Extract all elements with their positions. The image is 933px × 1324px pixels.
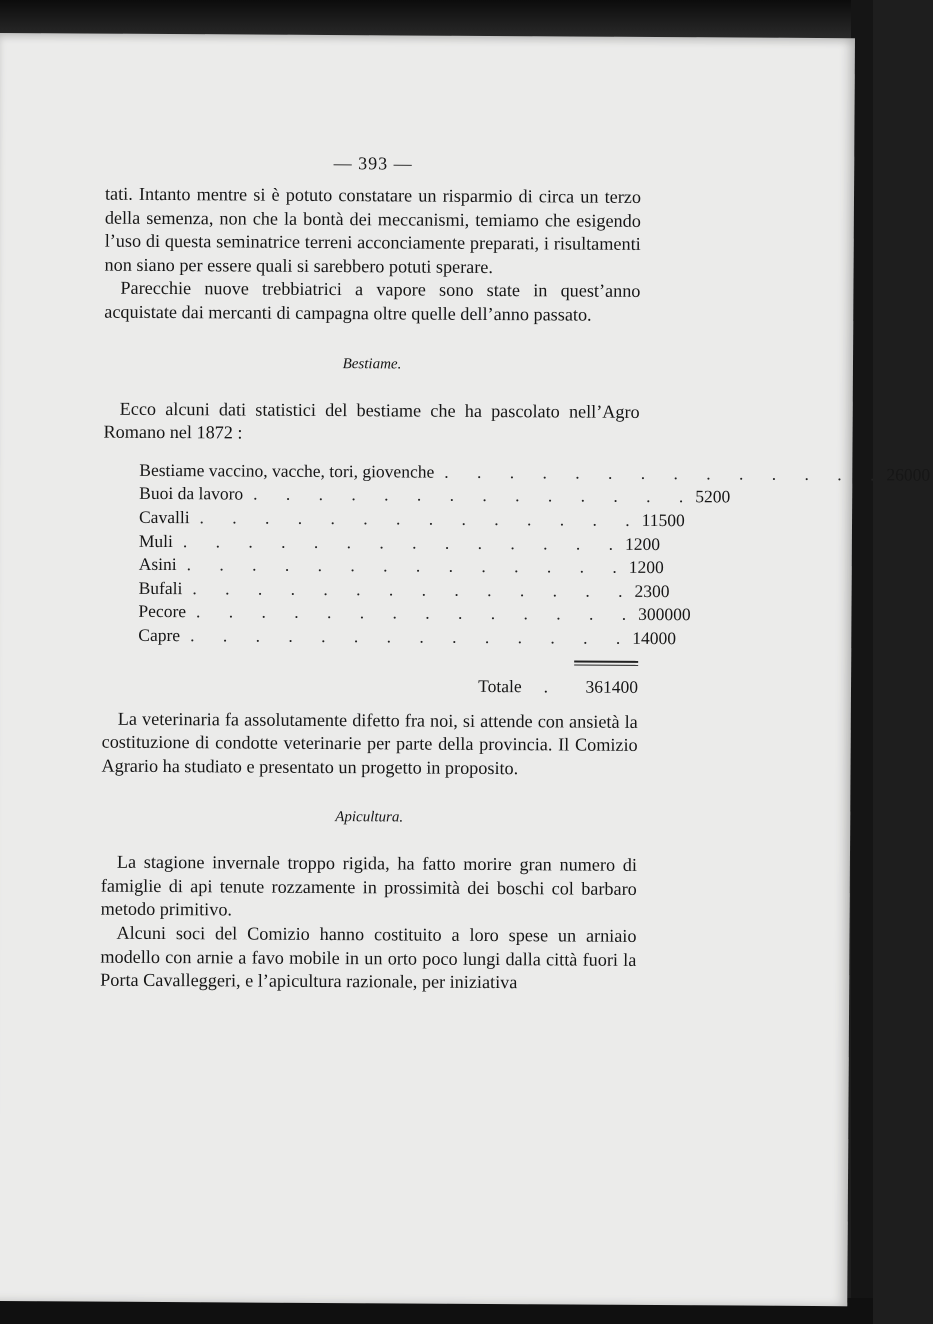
double-rule-line <box>574 660 638 665</box>
paragraph-continuation: tati. Intanto mentre si è potuto constatare un risparmio di circa un terzo della semenza, non che la bontà dei meccanismi, temiamo che esigendo l’uso di questa seminatrice terreni acconciamente preparati, i risultamenti non siano per essere quali si sarebbero potuti sperare. <box>104 183 642 277</box>
table-row <box>138 506 685 533</box>
page-content <box>100 152 931 996</box>
table-row <box>138 529 661 556</box>
section-title-apicultura: Apicultura. <box>335 809 404 826</box>
leader-dots: . . . . . . . . . . . . . . <box>186 554 629 577</box>
paragraph-arniaio: Alcuni soci del Comizio hanno costituito a loro spese un arniaio modello con arnie a favo mobile in un orto poco lungi dalla città fuori la Porta Cavalleggeri, e l’apicultura razionale, per iniziativa <box>100 922 637 993</box>
row-value: 1200 <box>628 556 664 578</box>
leader-dots: . . . . . . . . . . . . . . <box>182 530 626 554</box>
row-label: Capre <box>138 624 181 646</box>
table-row <box>138 553 664 580</box>
row-label: Buoi da lavoro <box>139 483 244 504</box>
leader-dots: . . . . . . . . . . . . . . <box>199 507 642 530</box>
leader-dot: . <box>543 675 549 696</box>
row-label: Bestiame vaccino, vacche, tori, giovenche <box>139 459 435 482</box>
total-value: 361400 <box>585 676 639 697</box>
leader-dots: . . . . . . . . . . . . . . <box>196 601 639 625</box>
row-value: 300000 <box>638 604 691 625</box>
section-title-bestiame: Bestiame. <box>342 355 402 373</box>
leader-dots: . . . . . . . . . . . . . . <box>190 625 633 648</box>
paragraph-bestiame-intro: Ecco alcuni dati statistici del bestiame che ha pascolato nell’Agro Romano nel 1872 : <box>103 398 640 443</box>
row-value: 14000 <box>632 627 677 649</box>
table-row <box>138 577 670 604</box>
row-value: 5200 <box>695 486 731 507</box>
table-row <box>139 459 931 486</box>
leader-dots: . . . . . . . . . . . . . . <box>192 577 635 601</box>
total-row <box>138 673 638 700</box>
row-value: 2300 <box>634 580 670 601</box>
livestock-table <box>138 459 931 701</box>
scan-border-top <box>0 0 873 38</box>
leader-dots: . . . . . . . . . . . . . . <box>444 461 887 485</box>
row-label: Bufali <box>138 577 183 598</box>
row-label: Asini <box>138 553 177 575</box>
total-rule <box>138 647 638 676</box>
table-row <box>138 624 677 651</box>
row-value: 26000 <box>886 464 931 485</box>
total-label: Totale <box>478 675 522 696</box>
paragraph-stagione: La stagione invernale troppo rigida, ha fatto morire gran numero di famiglie di api tenute rozzamente in prossimità dei boschi col barbaro metodo primitivo. <box>100 852 637 920</box>
row-label: Pecore <box>138 601 187 622</box>
paragraph-trebbiatrici: Parecchie nuove trebbiatrici a vapore sono state in quest’anno acquistate dai mercanti di campagna oltre quelle dell’anno passato. <box>104 278 641 325</box>
paragraph-veterinaria: La veterinaria fa assolutamente difetto fra noi, si attende con ansietà la costituzione di condotte veterinarie per parte della provincia. Il Comizio Agrario ha studiato e presentato un progetto in proposito. <box>101 708 638 778</box>
table-row <box>139 482 731 509</box>
row-label: Muli <box>138 530 174 551</box>
leader-dots: . . . . . . . . . . . . . . <box>253 483 696 507</box>
scan-border-right <box>851 0 873 1324</box>
page-number: — 393 — <box>333 153 413 174</box>
table-row <box>138 600 691 627</box>
row-value: 11500 <box>641 509 685 531</box>
row-label: Cavalli <box>138 506 190 528</box>
row-value: 1200 <box>625 533 661 554</box>
book-page <box>0 33 931 1306</box>
